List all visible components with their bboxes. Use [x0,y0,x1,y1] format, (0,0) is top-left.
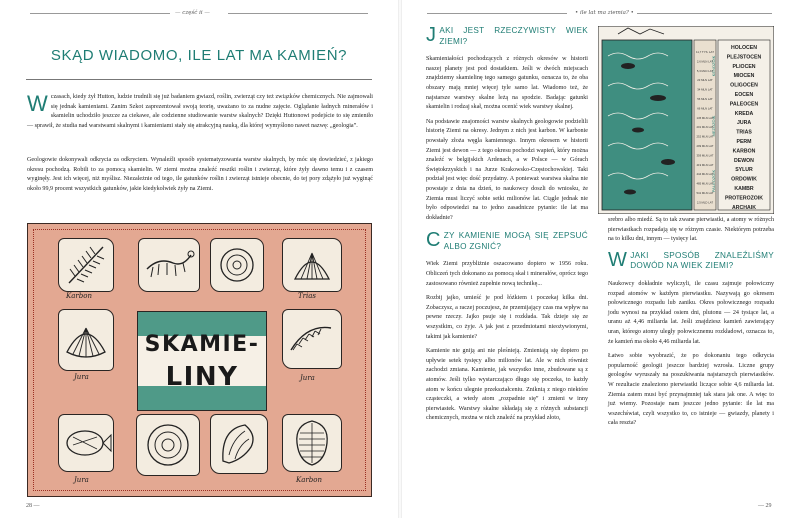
drop-cap: W [27,91,48,116]
strata-age-4: 34 MLN LAT [697,87,713,92]
strata-layer-10: PERM [736,139,752,145]
fossil-tile-fern [58,238,114,292]
fossils-illustration [27,223,372,497]
fern-fossil-icon [59,239,113,291]
page-number-left: 28 — [26,503,40,509]
running-head-right: • ile lat ma ziemia? • [575,10,634,16]
col1-paragraph-3: Wiek Ziemi przybliżnie oszacowano dopiero w 1956 roku. Obliczeń tych dokonano za pomocą skał i minerałów, oprócz tego zastosowano również zupełnie nową technikę... [426,261,588,287]
strata-layer-7: KREDA [734,110,754,117]
label-karbon-bottom: Karbon [296,476,322,484]
gastropod-shell-icon [211,415,267,473]
running-head-rule-left-r [427,13,567,14]
strata-age-1: 2,6 MLN LAT [696,59,714,64]
strata-layer-12: DEWON [734,157,754,164]
fossil-tile-ammonite-bottom [136,414,200,476]
skamieliny-line-2: LINY [165,362,239,392]
col1-paragraph-2: Na podstawie znajomości warstw skalnych geologowie podzielili historię Ziemi na okresy. Jednym z nich jest karbon. W karbonie powstały złoża węgla kamiennego. Innym okresem w historii Ziemi jest dewon — z tego okresu pochodzi wapień, który można znaleźć w belgijskich Ardenach, a w Polsce — w Górach Świętokrzyskich i na Jurze Krakowsko-Częstochowskiej. Taki podział jest więc dość przydatny. A ponieważ warstwa skalna nie powstaje z dnia na dzień, to naukowcy doszli do wniosku, że Ziemia musi liczyć sobie setki milionów lat. Ciągle jednak nie było odpowiedzi na to jedno zasadnicze pytanie: ile lat ma dokładnie? [426,118,588,221]
right-column-2 [608,216,774,434]
ammonite-icon [211,239,263,291]
right-column-1 [426,26,588,429]
label-jura-bottom: Jura [74,476,89,484]
strata-age-9: 252 MLN LAT [696,134,714,139]
fossil-tile-ammonite-top [210,238,264,292]
heading-real-age-text: AKI JEST RZECZYWISTY WIEK ZIEMI? [439,26,588,46]
strata-age-11: 359 MLN LAT [696,153,714,158]
fossil-tile-trilobite [282,414,342,472]
strata-age-2: 5,3 MLN LAT [696,68,714,73]
col1-paragraph-5: Kamienie nie gniją ani nie pleśnieją. Zmieniają się dopiero po upływie setek tysięcy albo milionów lat. Ale w nich również zachodzi zmiana. Kamienie, jak wszystko inne, zbudowane są z atomów. Jeśli tylko wystarczająco długo się poczeka, to każdy atom w końcu ulegnie przekształceniu. Zniknią z niego niektóre cząsteczki, a wtedy atom „rozpadnie się” i zmieni w inny pierwiastek. Warstwy skalne składają się z różnych substancji chemicznych, można w nich znaleźć na przykład złoto, [426,348,588,422]
paragraph-2: Geologowie dokonywali odkrycia za odkryciem. Wynaleźli sposób systematyzowania warstw skalnych, by móc się dowiedzieć, z jakiego okresu pochodzą. Robili to za pomocą skamielin. W ziemi można znaleźć resztki roślin i zwierząt, które żyły dawno temu i z czasem wyginęły. Jest ich więcej, niż myślisz. Niezależnie od tego, ile gatunków roślin i zwierząt istnieje obecnie, do tej pory zdążyło już wyginąć około 99,9 procent wszystkich gatunków, jakie kiedykolwiek żyły na Ziemi. [27,157,373,192]
strata-age-7: 145 MLN LAT [696,115,714,120]
fossil-tile-shell [282,238,342,292]
scallop-fossil-icon [59,310,113,370]
running-head-rule-left [30,13,170,14]
label-trias: Trias [298,292,317,300]
strata-layer-14: ORDOWIK [731,176,757,183]
strata-age-3: 23 MLN LAT [697,78,713,83]
heading-real-age [426,26,588,47]
fossil-tile-gastropod [210,414,268,474]
strata-age-15: 541 MLN LAT [696,191,714,195]
strata-layer-6: PALEOCEN [729,101,759,108]
heading-stones-rot-cap: C [426,229,441,252]
heading-proof [608,248,774,272]
left-page [0,0,398,518]
strata-layer-1: PLEJSTOCEN [726,54,762,61]
skamieliny-title-box [137,311,267,411]
title-divider [26,79,372,80]
strata-age-14: 485 MLN LAT [696,181,714,186]
running-head-rule-right [228,13,368,14]
col2-paragraph-2: Naukowcy dokładnie wyliczyli, ile czasu zajmuje połowiczny rozpad atomów w każdym pierwiastku. Nazywają go okresem połowicznego rozpadu lub zaniku. Okres połowicznego rozpadu jodu wynosi na przykład osiem dni, plutonu — 24 tysiące lat, a uranu aż 4,46 miliarda lat. Jeśli znajdziesz kamień zawierający uran, którego atomy uległy połowicznemu rozkładowi, oznacza to, że kamień ma około 4,46 miliarda lat. [608,280,774,345]
strata-layer-2: PLIOCEN [732,63,756,70]
fossil-tile-scallop [58,309,114,371]
dinosaur-skeleton-icon [139,239,199,291]
heading-proof-text: JAKI SPOSÓB ZNALEŹLIŚMY DOWÓD NA WIEK ZIEMI? [630,250,774,271]
strata-age-13: 444 MLN LAT [696,172,714,177]
skamieliny-line-1: SKAMIE- [144,332,260,357]
label-jura-mid-right: Jura [300,374,315,382]
strata-age-5: 56 MLN LAT [697,97,713,101]
right-page [402,0,800,518]
heading-real-age-cap: J [426,24,437,46]
fossil-tile-dino [138,238,200,292]
heading-proof-cap: W [608,248,628,271]
col2-paragraph-1: srebro albo miedź. Są to tak zwane pierwiastki, a atomy w różnych pierwiastkach rozpadają się w różnym czasie. Niektórym potrzeba na to kilku dni, innym — tysięcy lat. [608,217,774,243]
fossil-tile-fish-bottom [58,414,114,472]
intro-paragraph [27,93,373,131]
spiral-ammonite-icon [137,415,199,475]
strata-layer-0: HOLOCEN [731,45,757,51]
page-number-right: — 29 [758,503,772,509]
strata-layer-4: OLIGOCEN [730,82,758,89]
label-karbon-top: Karbon [66,292,92,300]
fish-skeleton-icon [283,310,341,368]
strata-layer-8: JURA [736,120,752,127]
col1-paragraph-1: Skamieniałości pochodzących z różnych okresów w historii naszej planety jest pod dostatkiem. Jeśli w dwóch miejscach znajdziemy skamielinę tego samego gatunku, oznacza to, że oba obszary mają mniej więcej tyle samo lat. Wiadomo też, że najstarsze warstwy skalne leżą na spodzie. Badając gatunki skamielin i rodzaj skał, można ocenić wiek warstwy skalnej. [426,56,588,111]
col1-paragraph-4: Rozbij jajko, umieść je pod łóżkiem i poczekaj kilka dni. Zobaczysz, a raczej poczujesz, że przemijający czas ma wpływ na pewne rzeczy. Jajko psuje się i rozkłada. Tak dzieje się ze wszystkim, co żyje. A jak jest z przedmiotami nieożywionymi, takimi jak kamienie? [426,295,588,340]
geologic-strata-illustration [598,26,774,214]
intro-text: czasach, kiedy żył Hutton, ludzie trudnili się już badaniem gwiazd, roślin, zwierząt czy też związków chemicznych. Nie zajmowali się jednak kamieniami. Zanim Szkot zaprezentował swoją teorię, uważano to za nudne zajęcie. Oglądanie ładnych minerałów i skamielin uchodziło jeszcze za ciekawe, ale codzienne studiowanie warstw skalnych? Dzięki Huttonowi podejście to się zmieniło — sprawił, że studia nad warstwami skalnymi i kamieniami stały się atrakcyjną nauką, dla której wymyślono nawet nazwę: „geologia”. [27,94,373,129]
strata-layer-11: KARBON [732,148,756,155]
label-jura-mid-left: Jura [74,373,89,381]
strata-layer-17: ARCHAIK [732,204,756,211]
strata-era-0: KENOZOIK [711,55,716,77]
strata-layer-3: MIOCEN [733,73,755,80]
running-head-left: — część ii — [175,10,210,16]
strata-era-2: PALEOZOIK [711,169,716,193]
fossil-tile-fish-mid [282,309,342,369]
strata-age-12: 419 MLN LAT [696,162,714,167]
strata-layer-16: PROTEROZOIK [724,195,764,202]
page-title: SKĄD WIADOMO, ILE LAT MA KAMIEŃ? [50,47,348,64]
trilobite-icon [283,415,341,471]
strata-layer-15: KAMBR [734,186,754,192]
running-head-rule-right-r [637,13,772,14]
strata-age-8: 201 MLN LAT [696,125,714,130]
strata-chart [598,26,774,214]
heading-stones-rot-text: ZY KAMIENIE MOGĄ SIĘ ZEPSUĆ ALBO ZGNIĆ? [443,231,588,251]
heading-stones-rot [426,231,588,252]
strata-layer-13: SYLUR [735,167,753,174]
strata-age-0: 11,7 TYS. LAT [696,50,714,54]
shell-fossil-icon [283,239,341,291]
strata-layer-9: TRIAS [736,129,752,136]
col2-paragraph-3: Łatwo sobie wyobrazić, że po dokonaniu tego odkrycia popularność geologii jeszcze bardziej wzrosła. Liczne grupy geologów wyruszały na poszukiwania najstarszych pierwiastków. W rezultacie znaleziono pierwiastki liczące sobie 4,6 miliarda lat. Ziemia zatem musi być przynajmniej tak stara jak one. A więc to już wiemy. Pozostaje nam jeszcze jedno pytanie: ile lat ma wszechświat, czyli wszystko to, co istnieje — gwiazdy, planety i cała reszta? [608,353,774,427]
fish-fossil-icon [59,415,113,471]
strata-age-16: 2,5 MLD LAT [696,200,714,205]
strata-layer-5: EOCEN [734,92,754,98]
strata-era-1: MEZOZOIK [711,115,716,137]
strata-age-10: 299 MLN LAT [696,144,714,148]
strata-age-6: 66 MLN LAT [697,106,713,111]
